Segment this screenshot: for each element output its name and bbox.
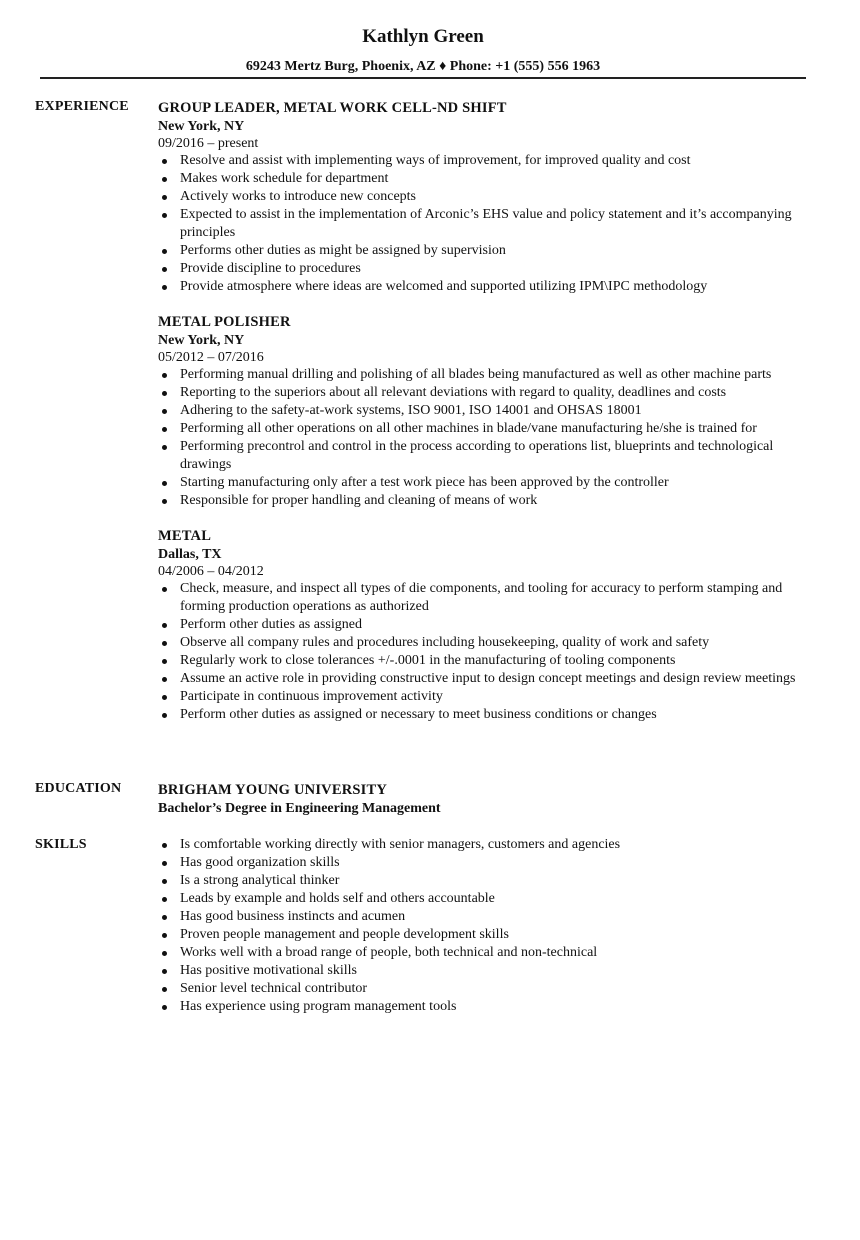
school-name: BRIGHAM YOUNG UNIVERSITY	[158, 782, 388, 798]
duty-item: Responsible for proper handling and cleaning of means of work	[158, 492, 818, 510]
job-dates: 05/2012 – 07/2016	[158, 350, 264, 365]
job-location: New York, NY	[158, 119, 245, 134]
duty-item: Starting manufacturing only after a test work piece has been approved by the controller	[158, 474, 818, 492]
skill-item: Proven people management and people development skills	[158, 926, 818, 944]
section-label-experience: EXPERIENCE	[35, 99, 129, 114]
job-location: New York, NY	[158, 333, 245, 348]
section-label-education: EDUCATION	[35, 781, 122, 796]
contact-line: 69243 Mertz Burg, Phoenix, AZ ♦ Phone: +1 (555) 556 1963	[245, 59, 601, 74]
job-location: Dallas, TX	[158, 547, 222, 562]
job-duties	[158, 152, 818, 296]
candidate-name: Kathlyn Green	[362, 26, 484, 47]
job-dates: 09/2016 – present	[158, 136, 259, 151]
skill-item: Is comfortable working directly with senior managers, customers and agencies	[158, 836, 818, 854]
skill-item: Leads by example and holds self and others accountable	[158, 890, 818, 908]
duty-item: Assume an active role in providing constructive input to design concept meetings and design review meetings	[158, 670, 818, 688]
job-title: METAL POLISHER	[158, 314, 291, 330]
header-divider	[40, 77, 806, 79]
skills-body	[158, 836, 818, 1016]
duty-item: Performs other duties as might be assigned by supervision	[158, 242, 818, 260]
job-duties	[158, 580, 818, 724]
duty-item: Resolve and assist with implementing ways of improvement, for improved quality and cost	[158, 152, 818, 170]
skill-item: Has good business instincts and acumen	[158, 908, 818, 926]
job-dates: 04/2006 – 04/2012	[158, 564, 264, 579]
skill-item: Is a strong analytical thinker	[158, 872, 818, 890]
duty-item: Performing manual drilling and polishing of all blades being manufactured as well as other machine parts	[158, 366, 818, 384]
duty-item: Expected to assist in the implementation of Arconic’s EHS value and policy statement and it’s accompanying principles	[158, 206, 818, 242]
duty-item: Perform other duties as assigned or necessary to meet business conditions or changes	[158, 706, 818, 724]
duty-item: Perform other duties as assigned	[158, 616, 818, 634]
duty-item: Makes work schedule for department	[158, 170, 818, 188]
section-label-skills: SKILLS	[35, 837, 87, 852]
duty-item: Performing precontrol and control in the process according to operations list, blueprints and technological drawings	[158, 438, 818, 474]
duty-item: Participate in continuous improvement activity	[158, 688, 818, 706]
duty-item: Performing all other operations on all other machines in blade/vane manufacturing he/she is trained for	[158, 420, 818, 438]
job-entry	[158, 312, 818, 510]
education-body	[158, 780, 818, 818]
job-title: GROUP LEADER, METAL WORK CELL-ND SHIFT	[158, 100, 507, 116]
duty-item: Provide atmosphere where ideas are welcomed and supported utilizing IPM\IPC methodology	[158, 278, 818, 296]
job-duties	[158, 366, 818, 510]
skill-item: Has experience using program management tools	[158, 998, 818, 1016]
job-title: METAL	[158, 528, 212, 544]
duty-item: Provide discipline to procedures	[158, 260, 818, 278]
job-entry	[158, 98, 818, 296]
experience-body	[158, 98, 818, 740]
skill-item: Has good organization skills	[158, 854, 818, 872]
duty-item: Adhering to the safety-at-work systems, ISO 9001, ISO 14001 and OHSAS 18001	[158, 402, 818, 420]
duty-item: Actively works to introduce new concepts	[158, 188, 818, 206]
skill-item: Has positive motivational skills	[158, 962, 818, 980]
degree-name: Bachelor’s Degree in Engineering Management	[158, 801, 441, 816]
skill-item: Works well with a broad range of people, both technical and non-technical	[158, 944, 818, 962]
job-entry	[158, 526, 818, 724]
duty-item: Reporting to the superiors about all relevant deviations with regard to quality, deadlines and costs	[158, 384, 818, 402]
duty-item: Regularly work to close tolerances +/-.0001 in the manufacturing of tooling components	[158, 652, 818, 670]
duty-item: Observe all company rules and procedures including housekeeping, quality of work and safety	[158, 634, 818, 652]
duty-item: Check, measure, and inspect all types of die components, and tooling for accuracy to perform stamping and forming production operations as authorized	[158, 580, 818, 616]
skill-item: Senior level technical contributor	[158, 980, 818, 998]
skills-list	[158, 836, 818, 1016]
